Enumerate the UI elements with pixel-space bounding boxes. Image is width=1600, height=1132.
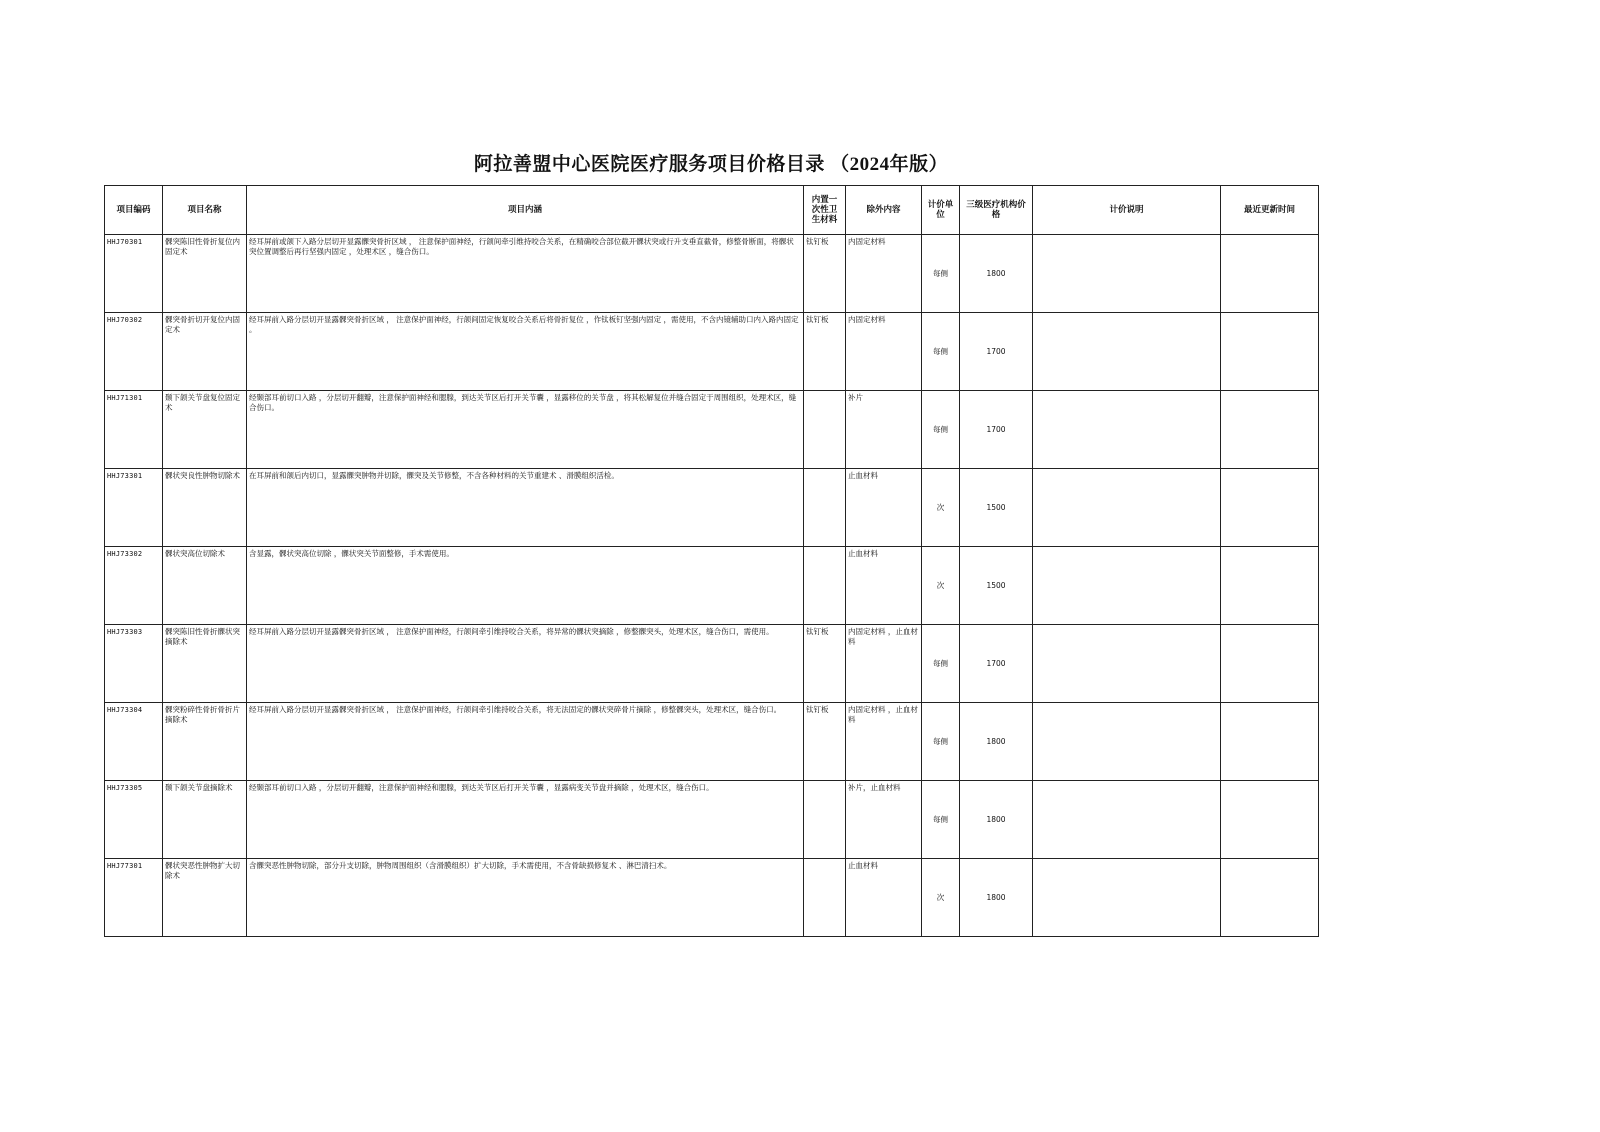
cell-content (247, 313, 804, 391)
cell-unit-text: 每侧 (933, 736, 948, 746)
cell-code (105, 703, 163, 781)
cell-name-text: 髁突陈旧性骨折髁状突摘除术 (165, 627, 240, 646)
cell-unit-text: 次 (936, 892, 945, 902)
table-row (105, 547, 1319, 625)
cell-builtin-text: 钛钉板 (806, 315, 829, 324)
cell-code (105, 547, 163, 625)
cell-excluded (846, 391, 922, 469)
cell-price (960, 391, 1033, 469)
cell-price-text: 1800 (986, 814, 1006, 824)
cell-code (105, 313, 163, 391)
header-excluded: 除外内容 (846, 186, 922, 235)
cell-excluded (846, 781, 922, 859)
cell-unit-text: 次 (936, 580, 945, 590)
cell-builtin-text (804, 781, 845, 783)
cell-name-text: 髁状突良性肿物切除术 (165, 471, 240, 480)
cell-updated (1221, 703, 1319, 781)
cell-unit (922, 391, 960, 469)
cell-name-text: 髁状突恶性肿物扩大切除术 (165, 861, 240, 880)
cell-price (960, 313, 1033, 391)
cell-excluded (846, 469, 922, 547)
cell-updated (1221, 547, 1319, 625)
header-unit (922, 186, 960, 235)
cell-unit-text: 次 (936, 502, 945, 512)
cell-updated (1221, 781, 1319, 859)
header-updated: 最近更新时间 (1221, 186, 1319, 235)
cell-builtin-text (804, 469, 845, 471)
cell-excluded-text: 补片，止血材料 (848, 783, 901, 792)
cell-note (1033, 313, 1221, 391)
cell-updated (1221, 859, 1319, 937)
cell-excluded (846, 859, 922, 937)
cell-content (247, 235, 804, 313)
cell-excluded-text: 止血材料 (848, 549, 878, 558)
page-title: 阿拉善盟中心医院医疗服务项目价格目录 （2024年版） (473, 154, 949, 175)
cell-builtin-text (804, 859, 845, 861)
cell-price (960, 859, 1033, 937)
price-table (104, 185, 1319, 937)
cell-name-text: 髁突骨折切开复位内固定术 (165, 315, 240, 334)
cell-content-text: 经耳屏前入路分层切开显露髁突骨折区域 ， 注意保护面神经，行颌间牵引维持咬合关系，将无法固定的髁状突碎骨片摘除 ，修整髁突头，处理术区，缝合伤口。 (249, 705, 782, 714)
cell-builtin (804, 625, 846, 703)
cell-excluded-text: 止血材料 (848, 861, 878, 870)
cell-content-text: 在耳屏前和颌后内切口，显露髁突肿物并切除，髁突及关节修整，不含各种材料的关节重建术 、滑膜组织活检。 (249, 471, 619, 480)
cell-note (1033, 391, 1221, 469)
table-row (105, 859, 1319, 937)
cell-excluded-text: 内固定材料 (848, 237, 886, 246)
cell-price (960, 547, 1033, 625)
cell-content-text: 经颞部耳前切口入路 ，分层切开翻瓣，注意保护面神经和腮腺，到达关节区后打开关节囊 ，显露移位的关节盘 ，将其松解复位并缝合固定于周围组织，处理术区，缝合伤口。 (249, 393, 797, 412)
cell-note (1033, 625, 1221, 703)
cell-name (163, 547, 247, 625)
cell-price (960, 469, 1033, 547)
cell-updated (1221, 625, 1319, 703)
cell-unit (922, 781, 960, 859)
cell-unit-text: 每侧 (933, 346, 948, 356)
cell-price-text: 1700 (986, 346, 1006, 356)
cell-builtin (804, 313, 846, 391)
cell-builtin (804, 703, 846, 781)
cell-builtin (804, 547, 846, 625)
header-content: 项目内涵 (247, 186, 804, 235)
cell-price (960, 625, 1033, 703)
cell-name-text: 髁状突高位切除术 (165, 549, 225, 558)
cell-unit-text: 每侧 (933, 814, 948, 824)
cell-builtin-text: 钛钉板 (806, 705, 829, 714)
cell-excluded-text: 内固定材料 ，止血材料 (848, 627, 918, 646)
cell-unit-text: 每侧 (933, 268, 948, 278)
cell-code (105, 391, 163, 469)
cell-code-text: HHJ70302 (107, 316, 143, 324)
cell-name (163, 781, 247, 859)
cell-content-text: 经耳屏前入路分层切开显露髁突骨折区域 ， 注意保护面神经，行颌间固定恢复咬合关系后将骨折复位 ，作钛板钉坚强内固定 ，需使用，不含内镜辅助口内入路内固定 。 (249, 315, 799, 334)
cell-builtin-text (804, 547, 845, 549)
cell-excluded-text: 内固定材料 (848, 315, 886, 324)
cell-code-text: HHJ73305 (107, 784, 143, 792)
cell-price-text: 1800 (986, 892, 1006, 902)
cell-name (163, 625, 247, 703)
cell-code-text: HHJ77301 (107, 862, 143, 870)
cell-excluded (846, 235, 922, 313)
header-name: 项目名称 (163, 186, 247, 235)
cell-name (163, 469, 247, 547)
cell-updated (1221, 391, 1319, 469)
cell-content-text: 经耳屏前或颌下入路分层切开显露髁突骨折区域 ， 注意保护面神经，行颌间牵引维持咬合关系，在精确咬合部位截开髁状突或行升支垂直截骨，修整骨断面，将髁状突位置调整后再行坚强内固定 ，处理术区 ，缝合伤口。 (249, 237, 794, 256)
table-body (105, 235, 1319, 937)
cell-code (105, 235, 163, 313)
cell-code-text: HHJ70301 (107, 238, 143, 246)
cell-excluded-text: 内固定材料 ，止血材料 (848, 705, 918, 724)
cell-builtin (804, 391, 846, 469)
cell-price (960, 703, 1033, 781)
cell-unit (922, 703, 960, 781)
cell-price-text: 1700 (986, 424, 1006, 434)
cell-name (163, 859, 247, 937)
cell-builtin (804, 235, 846, 313)
cell-code (105, 469, 163, 547)
cell-builtin (804, 469, 846, 547)
cell-name-text: 颞下颌关节盘摘除术 (165, 783, 233, 792)
cell-name-text: 髁突粉碎性骨折骨折片摘除术 (165, 705, 240, 724)
cell-content (247, 703, 804, 781)
cell-unit (922, 625, 960, 703)
cell-code-text: HHJ73302 (107, 550, 143, 558)
cell-code-text: HHJ73303 (107, 628, 143, 636)
cell-content-text: 含显露，髁状突高位切除 ，髁状突关节面整修，手术需使用。 (249, 549, 454, 558)
cell-price (960, 235, 1033, 313)
header-unit-label: 计价单位 (927, 200, 954, 220)
table-row (105, 469, 1319, 547)
cell-updated (1221, 469, 1319, 547)
cell-name-text: 颞下颌关节盘复位固定术 (165, 393, 240, 412)
cell-content (247, 469, 804, 547)
cell-price-text: 1800 (986, 268, 1006, 278)
cell-note (1033, 703, 1221, 781)
cell-code-text: HHJ73304 (107, 706, 143, 714)
cell-unit (922, 547, 960, 625)
cell-price-text: 1500 (986, 502, 1006, 512)
header-note: 计价说明 (1033, 186, 1221, 235)
cell-name (163, 391, 247, 469)
cell-name-text: 髁突陈旧性骨折复位内固定术 (165, 237, 240, 256)
cell-name (163, 313, 247, 391)
cell-unit-text: 每侧 (933, 424, 948, 434)
cell-content-text: 经颞部耳前切口入路 ，分层切开翻瓣，注意保护面神经和腮腺，到达关节区后打开关节囊 ，显露病变关节盘并摘除 ，处理术区，缝合伤口。 (249, 783, 714, 792)
cell-excluded (846, 313, 922, 391)
cell-excluded (846, 703, 922, 781)
table-header (105, 186, 1319, 235)
header-price-label: 三级医疗机构价格 (966, 200, 1026, 220)
cell-code (105, 781, 163, 859)
cell-content (247, 391, 804, 469)
cell-unit (922, 235, 960, 313)
cell-content (247, 625, 804, 703)
cell-code-text: HHJ71301 (107, 394, 143, 402)
table-row (105, 313, 1319, 391)
cell-excluded-text: 止血材料 (848, 471, 878, 480)
cell-content-text: 含髁突恶性肿物切除，部分升支切除，肿物周围组织（含滑膜组织）扩大切除，手术需使用，不含骨缺损修复术 、淋巴清扫术。 (249, 861, 672, 870)
cell-note (1033, 859, 1221, 937)
cell-builtin (804, 859, 846, 937)
cell-unit (922, 859, 960, 937)
cell-name (163, 235, 247, 313)
cell-excluded-text: 补片 (848, 393, 863, 402)
cell-price-text: 1500 (986, 580, 1006, 590)
cell-code-text: HHJ73301 (107, 472, 143, 480)
cell-content (247, 859, 804, 937)
cell-content-text: 经耳屏前入路分层切开显露髁突骨折区域 ， 注意保护面神经，行颌间牵引维持咬合关系，将异常的髁状突摘除 ，修整髁突头，处理术区，缝合伤口，需使用。 (249, 627, 774, 636)
cell-builtin (804, 781, 846, 859)
cell-price (960, 781, 1033, 859)
table-row (105, 703, 1319, 781)
cell-unit-text: 每侧 (933, 658, 948, 668)
cell-price-text: 1700 (986, 658, 1006, 668)
cell-unit (922, 313, 960, 391)
cell-note (1033, 781, 1221, 859)
table-row (105, 391, 1319, 469)
cell-code (105, 859, 163, 937)
cell-note (1033, 547, 1221, 625)
cell-note (1033, 235, 1221, 313)
header-builtin-label: 内置一次性卫生材料 (811, 195, 838, 225)
table-row (105, 625, 1319, 703)
table-row (105, 781, 1319, 859)
cell-unit (922, 469, 960, 547)
table-row (105, 235, 1319, 313)
cell-code (105, 625, 163, 703)
cell-builtin-text (804, 391, 845, 393)
cell-content (247, 547, 804, 625)
header-price (960, 186, 1033, 235)
header-builtin (804, 186, 846, 235)
cell-builtin-text: 钛钉板 (806, 627, 829, 636)
header-code: 项目编码 (105, 186, 163, 235)
cell-excluded (846, 625, 922, 703)
cell-price-text: 1800 (986, 736, 1006, 746)
cell-builtin-text: 钛钉板 (806, 237, 829, 246)
cell-content (247, 781, 804, 859)
cell-excluded (846, 547, 922, 625)
cell-name (163, 703, 247, 781)
cell-updated (1221, 313, 1319, 391)
cell-updated (1221, 235, 1319, 313)
cell-note (1033, 469, 1221, 547)
